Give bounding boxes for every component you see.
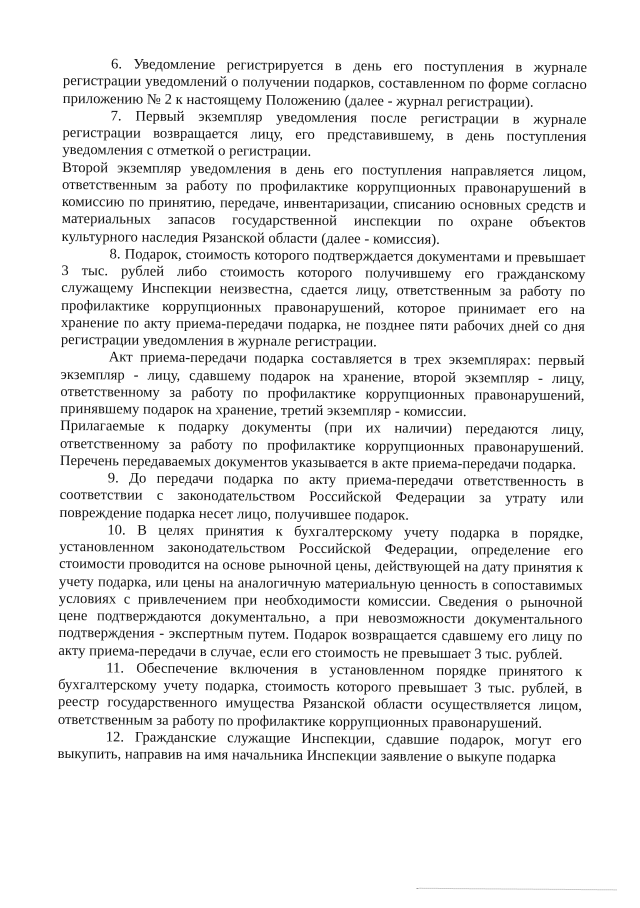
- paragraph-7-second-copy: Второй экземпляр уведомления в день его поступления направляется лицом, ответственным за работу по профилактике коррупционных правонарушений в комиссию по принятию, передаче, инвентаризации, списанию основных средств и материальных запасов государственной инспекции по охране объектов культурного наследия Рязанской области (далее - комиссия).: [61, 159, 587, 248]
- paragraph-8-act: Акт приема-передачи подарка составляется в трех экземплярах: первый экземпляр - лицу, сдавшему подарок на хранение, второй экземпляр - лицу, ответственному за работу по профилактике коррупционных правонарушений, принявшему подарок на хранение, третий экземпляр - комиссии.: [60, 349, 585, 421]
- paragraph-9: 9. До передачи подарка по акту приема-передачи ответственность в соответствии с законодательством Российской Федерации за утрату или повреждение подарка несет лицо, получившее подарок.: [59, 470, 584, 524]
- paragraph-8: 8. Подарок, стоимость которого подтверждается документами и превышает 3 тыс. рублей либо стоимость которого получившему его гражданскому служащему Инспекции неизвестна, сдается лицу, ответственным за работу по профилактике коррупционных правонарушений, которое принимает его на хранение по акту приема-передачи подарка, не позднее пяти рабочих дней со дня регистрации уведомления в журнале регистрации.: [60, 246, 586, 351]
- paragraph-11: 11. Обеспечение включения в установленном порядке принятого к бухгалтерскому учету подарка, стоимость которого превышает 3 тыс. рублей, в реестр государственного имущества Рязанской области осуществляется лицом, ответственным за работу по профилактике коррупционных правонарушений.: [57, 660, 583, 732]
- paragraph-8-documents: Прилагаемые к подарку документы (при их наличии) передаются лицу, ответственному за работу по профилактике коррупционных правонарушений. Перечень передаваемых документов указывается в акте приема-передачи подарка.: [59, 418, 585, 473]
- scan-artifact: [417, 885, 617, 891]
- paragraph-10: 10. В целях принятия к бухгалтерскому учету подарка в порядке, установленном законодательством Российской Федерации, определение его стоимости проводится на основе рыночной цены, действующей на дату принятия к учету подарка, или цены на аналогичную материальную ценность в сопоставимых условиях с привлечением при необходимости комиссии. Сведения о рыночной цене подтверждаются документально, а при невозможности документального подтверждения - экспертным путем. Подарок возвращается сдавшему его лицу по акту приема-передачи в случае, если его стоимость не превышает 3 тыс. рублей.: [58, 522, 584, 663]
- paragraph-6: 6. Уведомление регистрируется в день его поступления в журнале регистрации уведомлений о получении подарков, составленном по форме согласно приложению № 2 к настоящему Положению (далее - журнал регистрации).: [62, 56, 588, 111]
- paragraph-12: 12. Гражданские служащие Инспекции, сдавшие подарок, могут его выкупить, направив на имя начальника Инспекции заявление о выкупе подарка: [57, 729, 582, 766]
- paragraph-7: 7. Первый экземпляр уведомления после регистрации в журнале регистрации возвращается лицу, его представившему, в день поступления уведомления с отметкой о регистрации.: [62, 108, 587, 161]
